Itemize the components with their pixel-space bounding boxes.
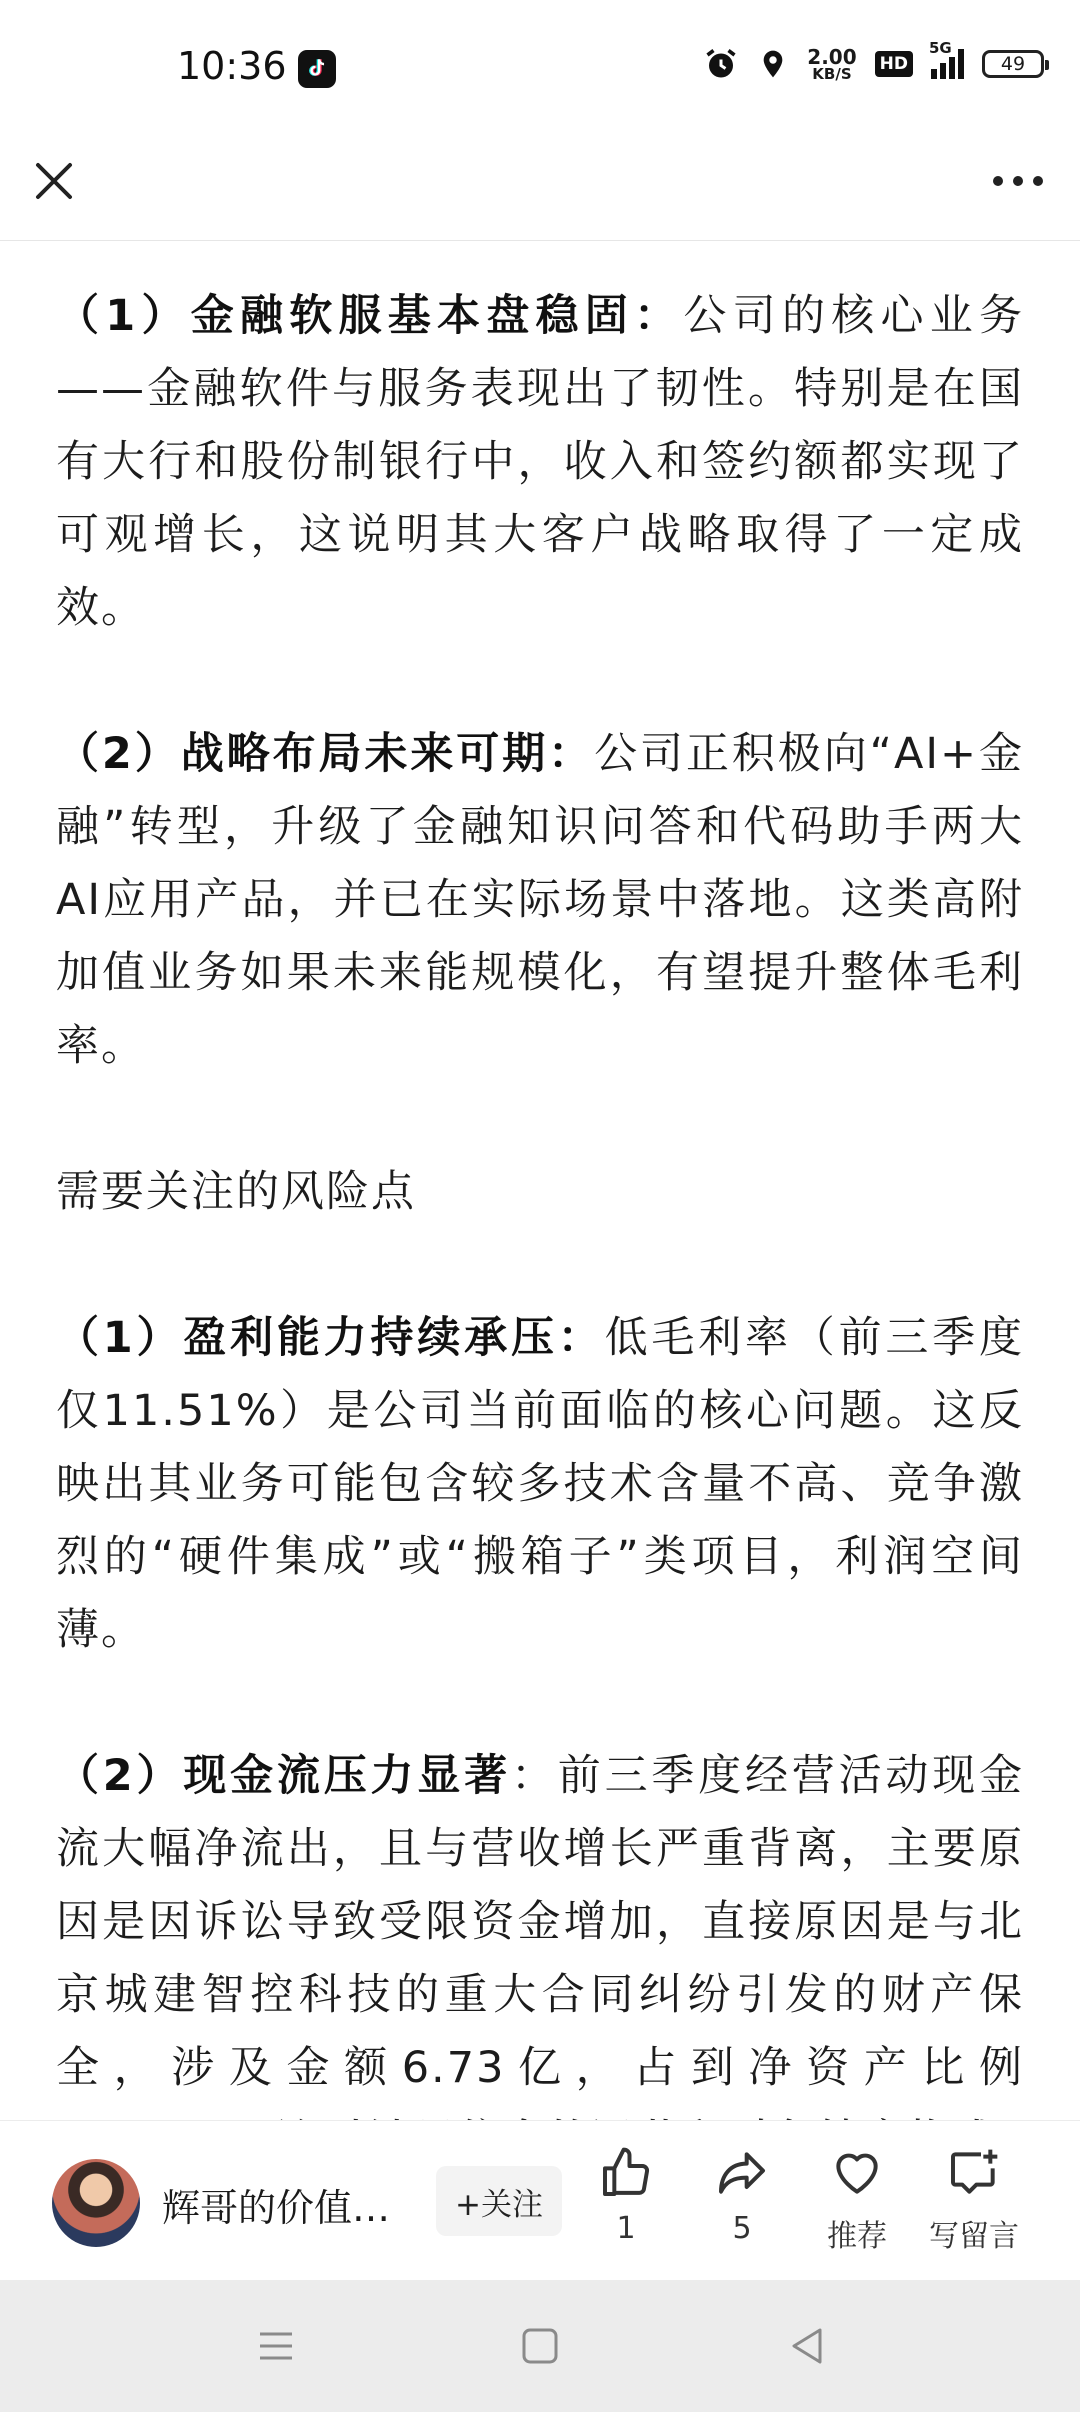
system-navigation-bar [0, 2280, 1080, 2412]
article-paragraph: （2）现金流压力显著：前三季度经营活动现金流大幅净流出，且与营收增长严重背离，主要原因是因诉讼导致受限资金增加，直接原因是与北京城建智控科技的重大合同纠纷引发的财产保全，涉及金额6.73亿，占到净资产比例 [56, 1751, 1025, 2093]
comment-add-icon [946, 2145, 1002, 2201]
article-action-bar [0, 2120, 1080, 2281]
close-icon[interactable] [28, 155, 80, 207]
back-icon[interactable] [786, 2324, 830, 2368]
article-paragraph: （1）盈利能力持续承压：低毛利率（前三季度仅11.51%）是公司当前面临的核心问题。这反映出其业务可能包含较多技术含量不高、竞争激烈的“硬件集成”或“搬箱子”类项目，利润空间薄。 [56, 1313, 1025, 1655]
more-options-icon[interactable] [986, 155, 1050, 207]
author-avatar[interactable] [52, 2159, 140, 2247]
article-body [56, 280, 1024, 2120]
battery-icon: 49 [982, 50, 1044, 78]
status-bar [0, 0, 1080, 135]
signal-icon: 5G [931, 49, 964, 79]
home-icon[interactable] [518, 2324, 562, 2368]
article-section-heading: 需要关注的风险点 [56, 1167, 416, 1217]
comment-label: 写留言 [929, 2219, 1019, 2254]
thumbs-up-icon [598, 2145, 654, 2201]
like-button[interactable] [566, 2145, 686, 2265]
share-count: 5 [732, 2211, 752, 2246]
tiktok-notification-icon [298, 50, 336, 88]
comment-button[interactable] [914, 2145, 1034, 2265]
recommend-button[interactable] [797, 2145, 917, 2265]
alarm-icon [703, 46, 739, 82]
like-count: 1 [616, 2211, 636, 2246]
author-name[interactable]: 辉哥的价值… [162, 2186, 391, 2230]
follow-button[interactable]: +关注 [436, 2166, 562, 2236]
status-time: 10:36 [177, 44, 287, 88]
top-nav [0, 135, 1080, 241]
article-paragraph: （2）战略布局未来可期：公司正积极向“AI+金融”转型，升级了金融知识问答和代码助手两大AI应用产品，并已在实际场景中落地。这类高附加值业务如果未来能规模化，有望提升整体毛利率。 [56, 729, 1025, 1071]
network-speed: 2.00 KB/S [807, 44, 857, 83]
status-icons [703, 39, 1044, 83]
article-paragraph: （1）金融软服基本盘稳固：公司的核心业务——金融软件与服务表现出了韧性。特别是在国有大行和股份制银行中，收入和签约额都实现了可观增长，这说明其大客户战略取得了一定成效。 [56, 291, 1025, 633]
share-button[interactable] [682, 2145, 802, 2265]
location-icon [757, 46, 789, 82]
share-arrow-icon [714, 2145, 770, 2201]
hd-voice-icon: HD [875, 51, 913, 77]
menu-icon[interactable] [254, 2324, 298, 2368]
heart-icon [829, 2145, 885, 2201]
recommend-label: 推荐 [827, 2219, 887, 2254]
